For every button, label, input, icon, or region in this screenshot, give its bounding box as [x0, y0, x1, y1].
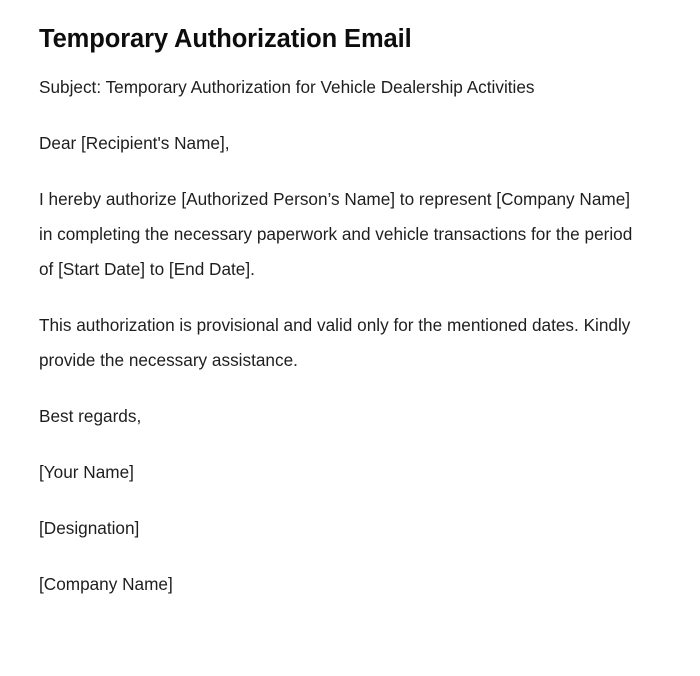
authorization-paragraph: I hereby authorize [Authorized Person’s Name] to represent [Company Name] in completing the necessary paperwork and vehicle transactions for the period of [Start Date] to [End Date].: [39, 189, 638, 279]
signature-company-name: [Company Name]: [39, 574, 173, 594]
validity-paragraph: This authorization is provisional and valid only for the mentioned dates. Kindly provide the necessary assistance.: [39, 315, 636, 370]
document-body: [39, 0, 639, 602]
page-title: Temporary Authorization Email: [39, 25, 412, 53]
closing-salutation: Best regards,: [39, 406, 142, 426]
signature-designation: [Designation]: [39, 518, 140, 538]
subject-line: Subject: Temporary Authorization for Vehicle Dealership Activities: [39, 77, 535, 97]
signature-your-name: [Your Name]: [39, 462, 134, 482]
salutation: Dear [Recipient's Name],: [39, 133, 230, 153]
